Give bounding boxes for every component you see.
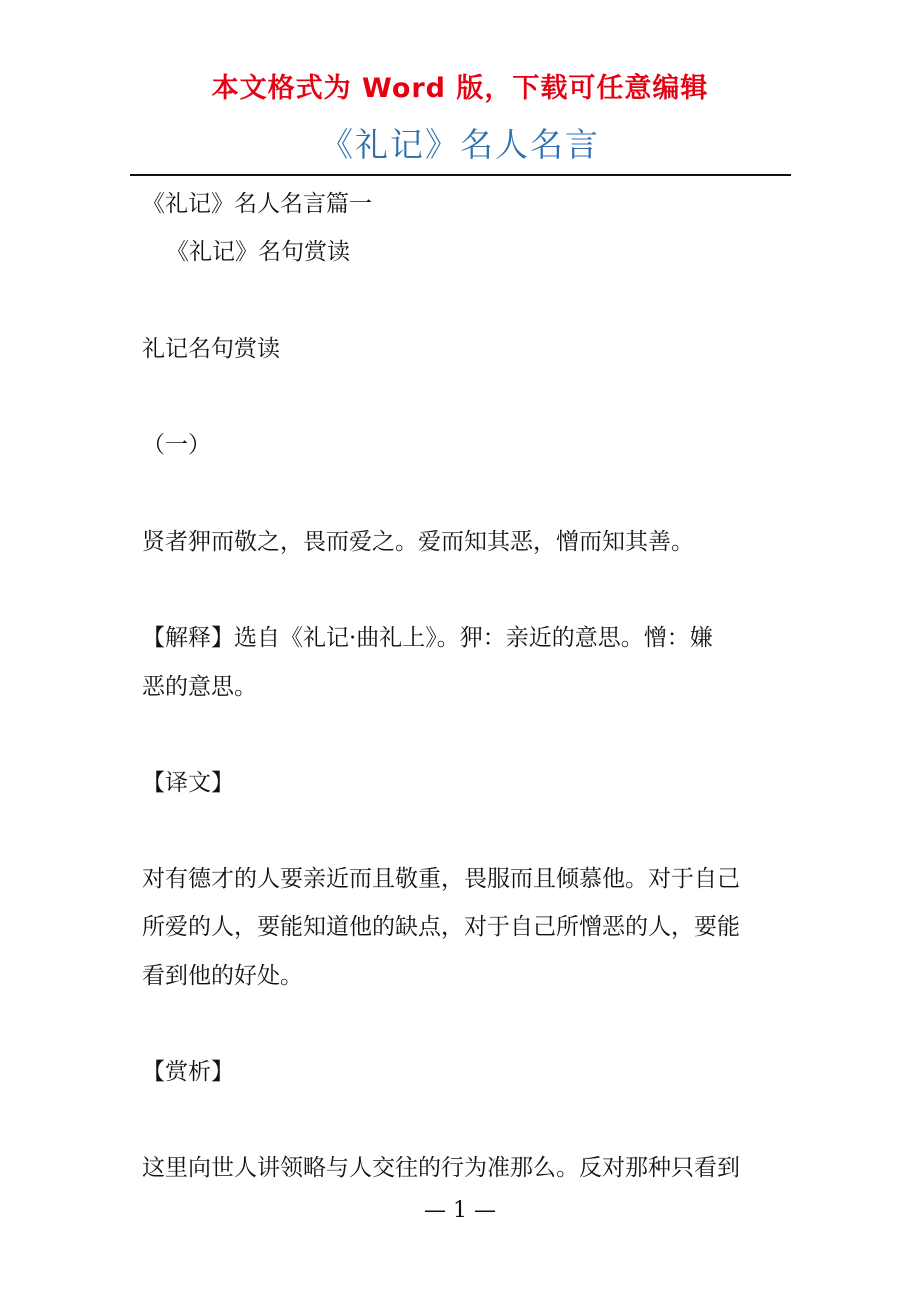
page-number-footer: — 1 —	[424, 1198, 496, 1223]
part-number: （一）	[142, 432, 211, 458]
translation-heading: 【译文】	[142, 770, 234, 796]
subtitle: 礼记名句赏读	[142, 336, 280, 362]
header-divider	[130, 174, 791, 176]
quote-paragraph: 贤者狎而敬之，畏而爱之。爱而知其恶，憎而知其善。	[142, 529, 694, 555]
explanation-line-2: 恶的意思。	[142, 674, 257, 700]
explanation-line-1: 【解释】选自《礼记·曲礼上》。狎：亲近的意思。憎：嫌	[142, 625, 713, 651]
editable-notice-banner: 本文格式为 Word 版，下载可任意编辑	[211, 73, 709, 104]
translation-line-3: 看到他的好处。	[142, 963, 303, 989]
analysis-heading: 【赏析】	[142, 1059, 234, 1085]
translation-line-2: 所爱的人，要能知道他的缺点，对于自己所憎恶的人，要能	[142, 914, 740, 940]
translation-line-1: 对有德才的人要亲近而且敬重，畏服而且倾慕他。对于自己	[142, 866, 740, 892]
document-title: 《礼记》名人名言	[320, 125, 600, 164]
article-heading: 《礼记》名人名言篇一	[142, 191, 372, 217]
analysis-line-1: 这里向世人讲领略与人交往的行为准那么。反对那种只看到	[142, 1155, 740, 1181]
section-heading: 《礼记》名句赏读	[166, 239, 350, 265]
